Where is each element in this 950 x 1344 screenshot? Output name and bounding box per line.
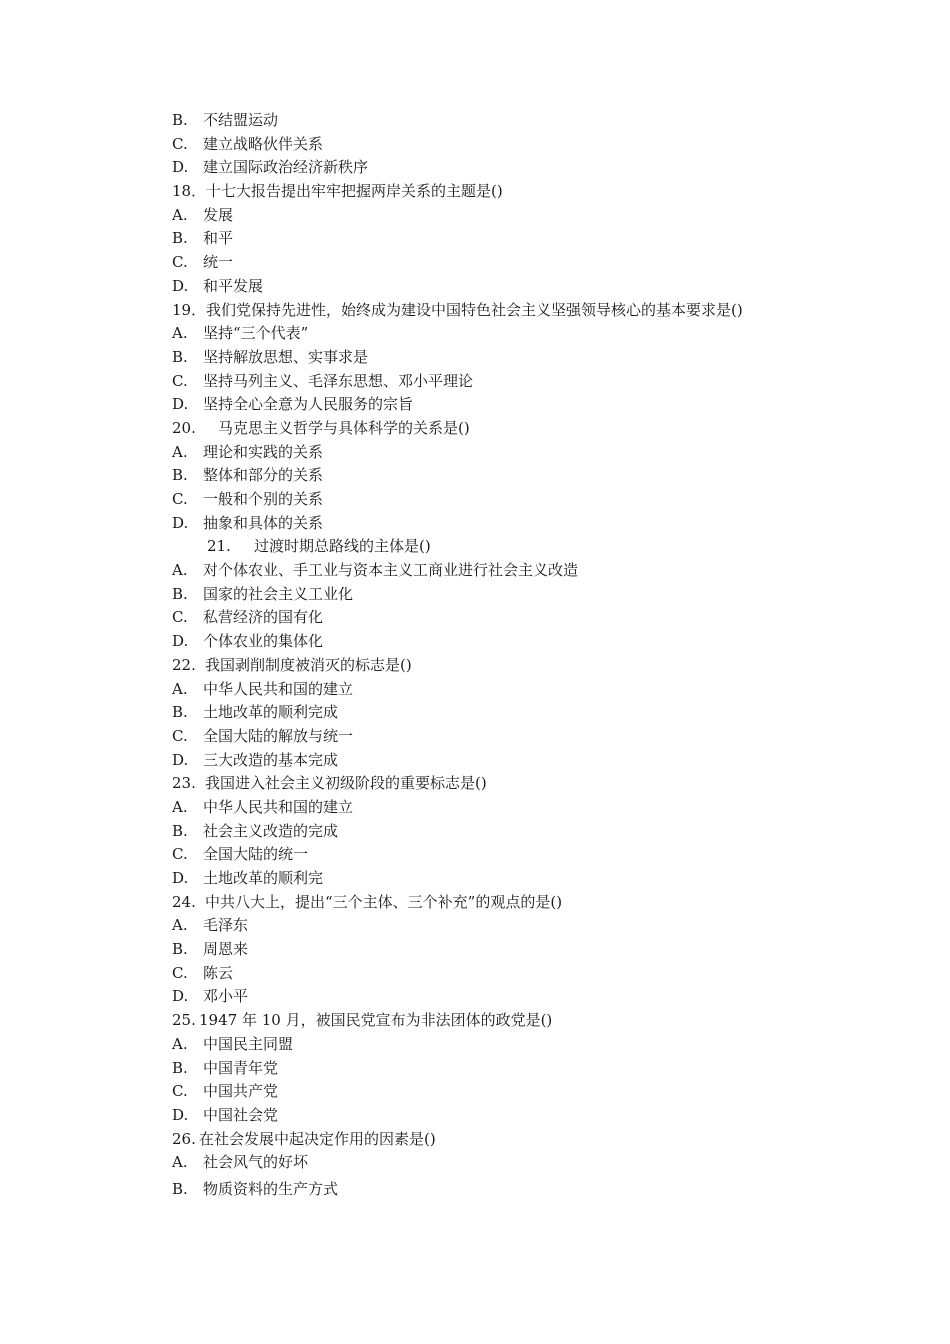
option-label: C. — [172, 726, 188, 745]
option-line — [172, 488, 872, 512]
option-text: 建立国际政治经济新秩序 — [203, 158, 369, 177]
option-line — [172, 156, 872, 180]
option-text: 私营经济的国有化 — [203, 608, 324, 627]
option-text: 全国大陆的统一 — [203, 845, 309, 864]
option-text: 建立战略伙伴关系 — [203, 134, 324, 153]
question-text: 1947 年 10 月，被国民党宣布为非法团体的政党是() — [199, 1011, 553, 1030]
option-text: 周恩来 — [203, 940, 249, 959]
option-text: 和平 — [203, 229, 234, 248]
question-list — [172, 109, 872, 1202]
option-text: 国家的社会主义工业化 — [203, 584, 354, 603]
option-line — [172, 512, 872, 536]
option-line — [172, 843, 872, 867]
option-line — [172, 204, 872, 228]
option-label: C. — [172, 608, 188, 627]
option-line — [172, 393, 872, 417]
option-text: 中华人民共和国的建立 — [203, 797, 354, 816]
option-line — [172, 867, 872, 891]
option-label: A. — [172, 679, 188, 698]
question-number: 19． — [172, 300, 207, 319]
option-text: 发展 — [203, 205, 234, 224]
option-label: D. — [172, 869, 189, 887]
option-text: 理论和实践的关系 — [203, 442, 324, 461]
option-text: 毛泽东 — [203, 916, 249, 935]
option-line — [172, 725, 872, 749]
question-stem — [172, 654, 872, 678]
option-line — [172, 1033, 872, 1057]
option-line — [172, 559, 872, 583]
option-line — [172, 133, 872, 157]
option-line — [172, 1151, 872, 1175]
option-line — [172, 796, 872, 820]
option-text: 社会主义改造的完成 — [203, 821, 339, 840]
question-text: 我们党保持先进性，始终成为建设中国特色社会主义坚强领导核心的基本要求是() — [206, 300, 743, 319]
option-label: D. — [172, 987, 189, 1006]
question-stem — [172, 1128, 872, 1152]
option-label: B. — [172, 821, 188, 840]
option-label: C. — [172, 845, 188, 864]
option-text: 坚持马列主义、毛泽东思想、邓小平理论 — [203, 371, 474, 390]
option-line — [172, 322, 872, 346]
option-label: A. — [172, 205, 188, 224]
option-text: 土地改革的顺利完 — [203, 869, 324, 887]
option-line — [172, 1178, 872, 1202]
option-label: C. — [172, 963, 188, 982]
option-text: 不结盟运动 — [203, 111, 279, 129]
option-label: D. — [172, 1105, 189, 1124]
option-label: D. — [172, 395, 189, 414]
question-number: 18． — [172, 182, 207, 201]
question-text: 十七大报告提出牢牢把握两岸关系的主题是() — [206, 182, 503, 201]
option-text: 中国社会党 — [203, 1105, 279, 1124]
option-text: 全国大陆的解放与统一 — [203, 726, 354, 745]
option-line — [172, 962, 872, 986]
option-label: C. — [172, 134, 188, 153]
option-line — [172, 1104, 872, 1128]
option-label: B. — [172, 1179, 188, 1198]
option-label: B. — [172, 584, 188, 603]
question-text: 在社会发展中起决定作用的因素是() — [199, 1129, 436, 1148]
option-label: D. — [172, 750, 189, 769]
option-label: B. — [172, 940, 188, 959]
option-line — [172, 678, 872, 702]
question-number: 24. — [172, 892, 196, 911]
option-text: 土地改革的顺利完成 — [203, 703, 339, 722]
option-label: B. — [172, 1058, 188, 1077]
question-text: 我国进入社会主义初级阶段的重要标志是() — [205, 774, 487, 793]
option-text: 陈云 — [203, 963, 234, 982]
option-line — [172, 938, 872, 962]
option-line — [172, 914, 872, 938]
option-line — [172, 1057, 872, 1081]
question-text: 过渡时期总路线的主体是() — [254, 537, 431, 556]
option-text: 一般和个别的关系 — [203, 490, 324, 508]
option-text: 中国民主同盟 — [203, 1034, 294, 1053]
option-label: C. — [172, 490, 188, 508]
option-line — [172, 749, 872, 773]
option-label: A. — [172, 324, 188, 343]
question-number: 26. — [172, 1129, 196, 1148]
option-text: 坚持“三个代表” — [203, 324, 309, 343]
option-line — [172, 370, 872, 394]
option-label: A. — [172, 797, 188, 816]
option-label: C. — [172, 253, 188, 272]
option-label: D. — [172, 276, 189, 295]
option-label: B. — [172, 466, 188, 485]
option-line — [172, 441, 872, 465]
question-stem — [172, 891, 872, 915]
option-text: 坚持全心全意为人民服务的宗旨 — [203, 395, 414, 414]
option-label: A. — [172, 442, 188, 461]
option-text: 和平发展 — [203, 276, 264, 295]
option-label: B. — [172, 111, 188, 129]
option-text: 抽象和具体的关系 — [203, 513, 324, 532]
question-number: 23. — [172, 774, 196, 793]
option-line — [172, 251, 872, 275]
option-text: 邓小平 — [203, 987, 249, 1006]
option-text: 三大改造的基本完成 — [203, 750, 339, 769]
option-line — [172, 109, 872, 133]
question-text: 中共八大上，提出“三个主体、三个补充”的观点的是() — [205, 892, 563, 911]
option-label: D. — [172, 632, 189, 651]
option-line — [172, 346, 872, 370]
question-number: 20. — [172, 418, 196, 437]
option-label: A. — [172, 916, 188, 935]
option-line — [172, 985, 872, 1009]
option-line — [172, 275, 872, 299]
option-line — [172, 227, 872, 251]
option-label: C. — [172, 1082, 188, 1101]
question-text: 马克思主义哲学与具体科学的关系是() — [218, 418, 470, 437]
question-stem — [172, 535, 872, 559]
question-number: 22. — [172, 655, 196, 674]
option-text: 统一 — [203, 253, 234, 272]
question-text: 我国剥削制度被消灭的标志是() — [205, 655, 412, 674]
option-line — [172, 630, 872, 654]
option-line — [172, 701, 872, 725]
option-text: 物质资料的生产方式 — [203, 1179, 339, 1198]
question-stem — [172, 299, 872, 323]
option-label: D. — [172, 158, 189, 177]
option-text: 中国青年党 — [203, 1058, 279, 1077]
option-label: B. — [172, 229, 188, 248]
question-stem — [172, 180, 872, 204]
option-label: C. — [172, 371, 188, 390]
question-stem — [172, 772, 872, 796]
option-label: B. — [172, 703, 188, 722]
option-label: D. — [172, 513, 189, 532]
option-label: A. — [172, 1034, 188, 1053]
option-text: 中国共产党 — [203, 1082, 279, 1101]
question-number: 25. — [172, 1011, 196, 1030]
question-stem — [172, 1009, 872, 1033]
option-text: 中华人民共和国的建立 — [203, 679, 354, 698]
option-text: 社会风气的好坏 — [203, 1153, 309, 1172]
option-text: 坚持解放思想、实事求是 — [203, 347, 369, 366]
option-text: 对个体农业、手工业与资本主义工商业进行社会主义改造 — [203, 561, 579, 580]
option-label: B. — [172, 347, 188, 366]
option-label: A. — [172, 1153, 188, 1172]
option-text: 整体和部分的关系 — [203, 466, 324, 485]
option-line — [172, 583, 872, 607]
option-label: A. — [172, 561, 188, 580]
question-number: 21. — [207, 537, 231, 556]
option-line — [172, 606, 872, 630]
option-text: 个体农业的集体化 — [203, 632, 324, 651]
option-line — [172, 1080, 872, 1104]
option-line — [172, 464, 872, 488]
question-stem — [172, 417, 872, 441]
option-line — [172, 820, 872, 844]
